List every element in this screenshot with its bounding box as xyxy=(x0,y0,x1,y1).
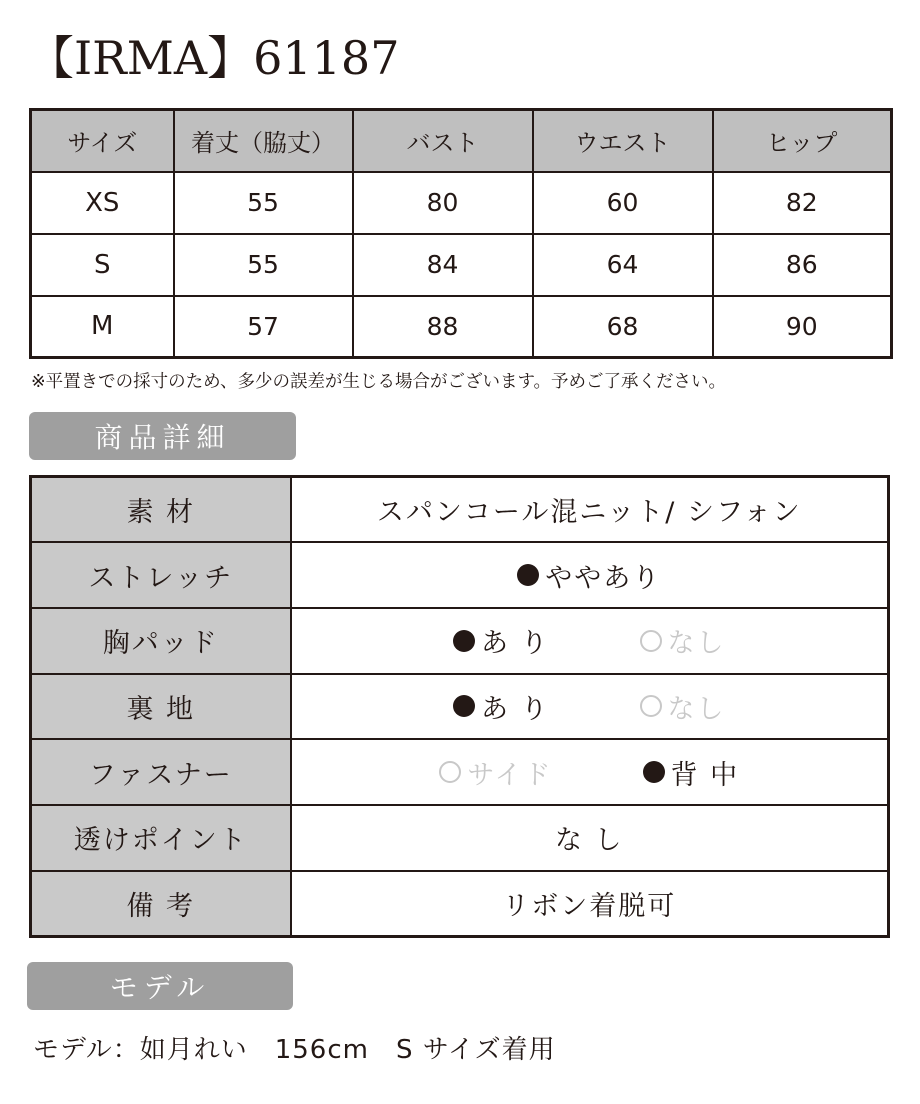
header-size: サイズ xyxy=(31,110,174,172)
length-value: 55 xyxy=(174,172,353,234)
hip-value: 90 xyxy=(713,296,892,358)
bust-value: 88 xyxy=(353,296,533,358)
length-value: 55 xyxy=(174,234,353,296)
detail-label: 胸パッド xyxy=(31,608,291,674)
size-label: M xyxy=(31,296,174,358)
sheer-value: な し xyxy=(291,805,889,871)
filled-circle-icon xyxy=(517,564,539,586)
option-label: ややあり xyxy=(545,562,662,594)
table-row xyxy=(31,296,892,358)
option-label: サイド xyxy=(467,759,553,791)
waist-value: 60 xyxy=(533,172,713,234)
header-bust: バスト xyxy=(353,110,533,172)
option-label: あ り xyxy=(480,693,550,725)
section-heading-model: モデル xyxy=(27,962,293,1010)
detail-row-lining xyxy=(31,674,889,740)
detail-row-stretch xyxy=(31,542,889,608)
detail-label: ファスナー xyxy=(31,739,291,805)
detail-row-sheer xyxy=(31,805,889,871)
details-table xyxy=(29,475,890,938)
detail-label: 透けポイント xyxy=(31,805,291,871)
option-unselected xyxy=(640,687,726,726)
header-hip: ヒップ xyxy=(713,110,892,172)
option-label: なし xyxy=(667,628,726,660)
header-waist: ウエスト xyxy=(533,110,713,172)
empty-circle-icon xyxy=(640,630,662,652)
remarks-value: リボン着脱可 xyxy=(291,871,889,937)
table-row xyxy=(31,172,892,234)
hip-value: 82 xyxy=(713,172,892,234)
option-label: 背 中 xyxy=(670,759,740,791)
model-info: モデル：如月れい 156cm S サイズ着用 xyxy=(33,1035,556,1065)
measurement-note: ※平置きでの採寸のため、多少の誤差が生じる場合がございます。予めご了承ください。 xyxy=(31,372,727,392)
length-value: 57 xyxy=(174,296,353,358)
hip-value: 86 xyxy=(713,234,892,296)
empty-circle-icon xyxy=(640,695,662,717)
size-table-header-row xyxy=(31,110,892,172)
detail-row-bust-pad xyxy=(31,608,889,674)
waist-value: 64 xyxy=(533,234,713,296)
option-selected xyxy=(453,687,550,726)
stretch-option xyxy=(517,556,661,595)
size-table xyxy=(29,108,893,359)
filled-circle-icon xyxy=(453,630,475,652)
table-row xyxy=(31,234,892,296)
option-selected xyxy=(643,753,740,792)
product-title: 【IRMA】61187 xyxy=(28,31,400,85)
detail-label: 素 材 xyxy=(31,477,291,543)
size-label: S xyxy=(31,234,174,296)
detail-label: 備 考 xyxy=(31,871,291,937)
detail-label: 裏 地 xyxy=(31,674,291,740)
waist-value: 68 xyxy=(533,296,713,358)
option-unselected xyxy=(640,621,726,660)
option-label: あ り xyxy=(480,628,550,660)
empty-circle-icon xyxy=(439,761,461,783)
detail-row-material xyxy=(31,477,889,543)
material-value: スパンコール混ニット/ シフォン xyxy=(291,477,889,543)
option-unselected xyxy=(439,753,552,792)
detail-label: ストレッチ xyxy=(31,542,291,608)
filled-circle-icon xyxy=(643,761,665,783)
option-label: なし xyxy=(667,693,726,725)
size-label: XS xyxy=(31,172,174,234)
header-length: 着丈（脇丈） xyxy=(174,110,353,172)
bust-value: 84 xyxy=(353,234,533,296)
option-selected xyxy=(453,621,550,660)
section-heading-details: 商品詳細 xyxy=(29,412,296,460)
filled-circle-icon xyxy=(453,695,475,717)
detail-row-fastener xyxy=(31,739,889,805)
bust-value: 80 xyxy=(353,172,533,234)
detail-row-remarks xyxy=(31,871,889,937)
